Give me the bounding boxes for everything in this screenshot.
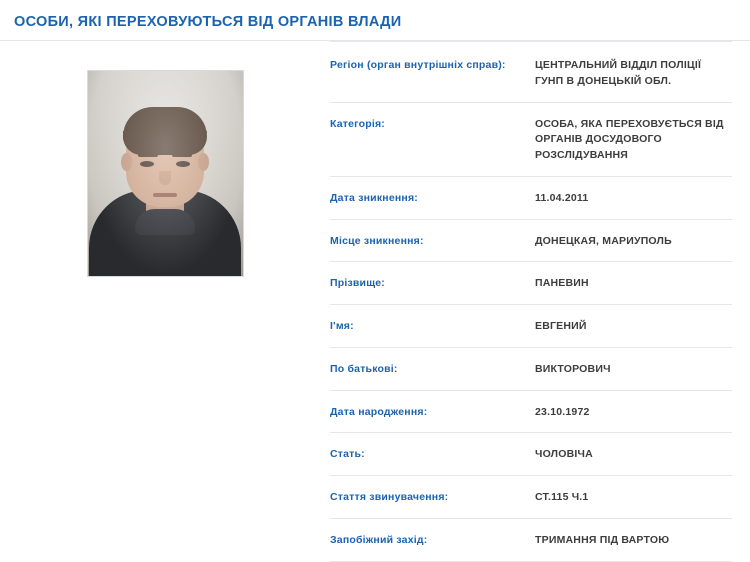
detail-row xyxy=(330,391,732,434)
record-content xyxy=(0,41,750,545)
detail-value: 11.04.2011 xyxy=(535,191,589,204)
detail-row xyxy=(330,476,732,519)
detail-label: Стаття звинувачення: xyxy=(330,491,449,503)
detail-value: СТ.115 Ч.1 xyxy=(535,491,589,503)
detail-value: 23.10.1972 xyxy=(535,405,590,418)
detail-row xyxy=(330,177,732,220)
page-title: ОСОБИ, ЯКІ ПЕРЕХОВУЮТЬСЯ ВІД ОРГАНІВ ВЛАДИ xyxy=(14,14,402,30)
detail-value: ВИКТОРОВИЧ xyxy=(535,362,611,375)
detail-value: ПАНЕВИН xyxy=(535,277,589,290)
photo-column xyxy=(0,41,330,545)
detail-label: Регіон (орган внутрішніх справ): xyxy=(330,59,506,71)
detail-label: Місце зникнення: xyxy=(330,234,424,247)
detail-row xyxy=(330,519,732,562)
detail-label: Запобіжний захід: xyxy=(330,533,428,546)
detail-label: Стать: xyxy=(330,448,365,461)
detail-label: І'мя: xyxy=(330,320,354,332)
detail-label: Дата зникнення: xyxy=(330,191,418,204)
detail-label: Дата народження: xyxy=(330,405,428,418)
detail-row xyxy=(330,433,732,476)
person-photo xyxy=(87,70,244,277)
photo-vignette xyxy=(88,71,243,276)
detail-value: ЧОЛОВІЧА xyxy=(535,448,593,461)
detail-row xyxy=(330,103,732,177)
detail-row xyxy=(330,41,732,103)
detail-row xyxy=(330,262,732,305)
detail-value: ОСОБА, ЯКА ПЕРЕХОВУЄТЬСЯ ВІД ОРГАНІВ ДОСУДОВОГО РОЗСЛІДУВАННЯ xyxy=(535,117,724,161)
detail-label: Категорія: xyxy=(330,117,385,130)
detail-value: ДОНЕЦКАЯ, МАРИУПОЛЬ xyxy=(535,234,672,247)
detail-label: По батькові: xyxy=(330,362,398,375)
details-list xyxy=(330,41,750,545)
detail-row xyxy=(330,348,732,391)
detail-row xyxy=(330,305,732,348)
detail-label: Прізвище: xyxy=(330,277,386,290)
detail-value: ЦЕНТРАЛЬНИЙ ВІДДІЛ ПОЛІЦІЇ ГУНП В ДОНЕЦЬКІЙ ОБЛ. xyxy=(535,59,702,87)
detail-row xyxy=(330,220,732,263)
detail-value: ЕВГЕНИЙ xyxy=(535,320,587,332)
detail-value: ТРИМАННЯ ПІД ВАРТОЮ xyxy=(535,533,670,546)
